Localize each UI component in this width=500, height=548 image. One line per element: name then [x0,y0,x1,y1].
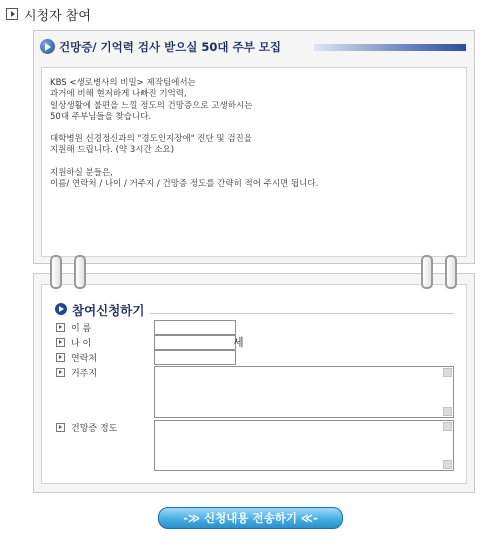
notice-line: 지원하실 분들은, [50,167,113,178]
notice-line: KBS <생로병사의 비밀> 제작팀에서는 [50,78,196,88]
play-circle-icon [55,303,67,315]
contact-label: 연락처 [56,351,97,364]
section-divider [150,313,454,314]
notice-banner [34,39,474,55]
scroll-down-icon[interactable] [443,460,452,469]
bullet-icon [56,368,65,377]
binder-ring-icon [421,255,433,289]
notice-text [50,78,318,190]
bullet-icon [56,423,65,432]
page-title: 시청자 참여 [24,8,91,24]
name-input[interactable] [154,320,236,335]
address-label: 거주지 [56,366,97,379]
address-textarea[interactable] [154,366,454,418]
arrow-box-icon [6,8,18,20]
page-header [6,5,91,23]
age-unit: 세 [233,336,244,349]
binder-ring-icon [74,255,86,289]
notice-line: 일상생활에 불편을 느낄 정도의 건망증으로 고생하시는 [50,100,253,111]
notice-line: 지원해 드립니다. (약 3시간 소요) [50,145,175,156]
bullet-icon [56,338,65,347]
scroll-up-icon[interactable] [443,368,452,377]
notice-panel [33,30,475,264]
degree-label: 건망증 정도 [56,421,117,434]
notice-line: 대학병원 신경정신과의 "경도인지장애" 진단 및 검진을 [50,134,252,145]
play-circle-icon [40,39,55,54]
notice-body [41,67,467,257]
submit-button[interactable]: -≫ 신청내용 전송하기 ≪- [158,507,343,529]
bullet-icon [56,323,65,332]
name-label: 이 름 [56,321,91,334]
banner-title: 건망증/ 기억력 검사 받으실 50대 주부 모집 [59,40,281,54]
form-section-title: 참여신청하기 [72,303,145,318]
scroll-down-icon[interactable] [443,407,452,416]
notice-line: 과거에 비해 현저하게 나빠진 기억력, [50,89,187,100]
scroll-up-icon[interactable] [443,422,452,431]
binder-ring-icon [445,255,457,289]
binder-ring-icon [50,255,62,289]
degree-textarea[interactable] [154,420,454,471]
banner-gradient-bar [314,44,466,51]
age-input[interactable] [154,335,236,350]
contact-input[interactable] [154,350,236,365]
notice-line: 50대 주부님들을 찾습니다. [50,111,152,122]
notice-line: 이름/ 연락처 / 나이 / 거주지 / 건망증 정도를 간략히 적어 주시면 됩니다. [50,179,319,190]
bullet-icon [56,353,65,362]
age-label: 나 이 [56,336,91,349]
